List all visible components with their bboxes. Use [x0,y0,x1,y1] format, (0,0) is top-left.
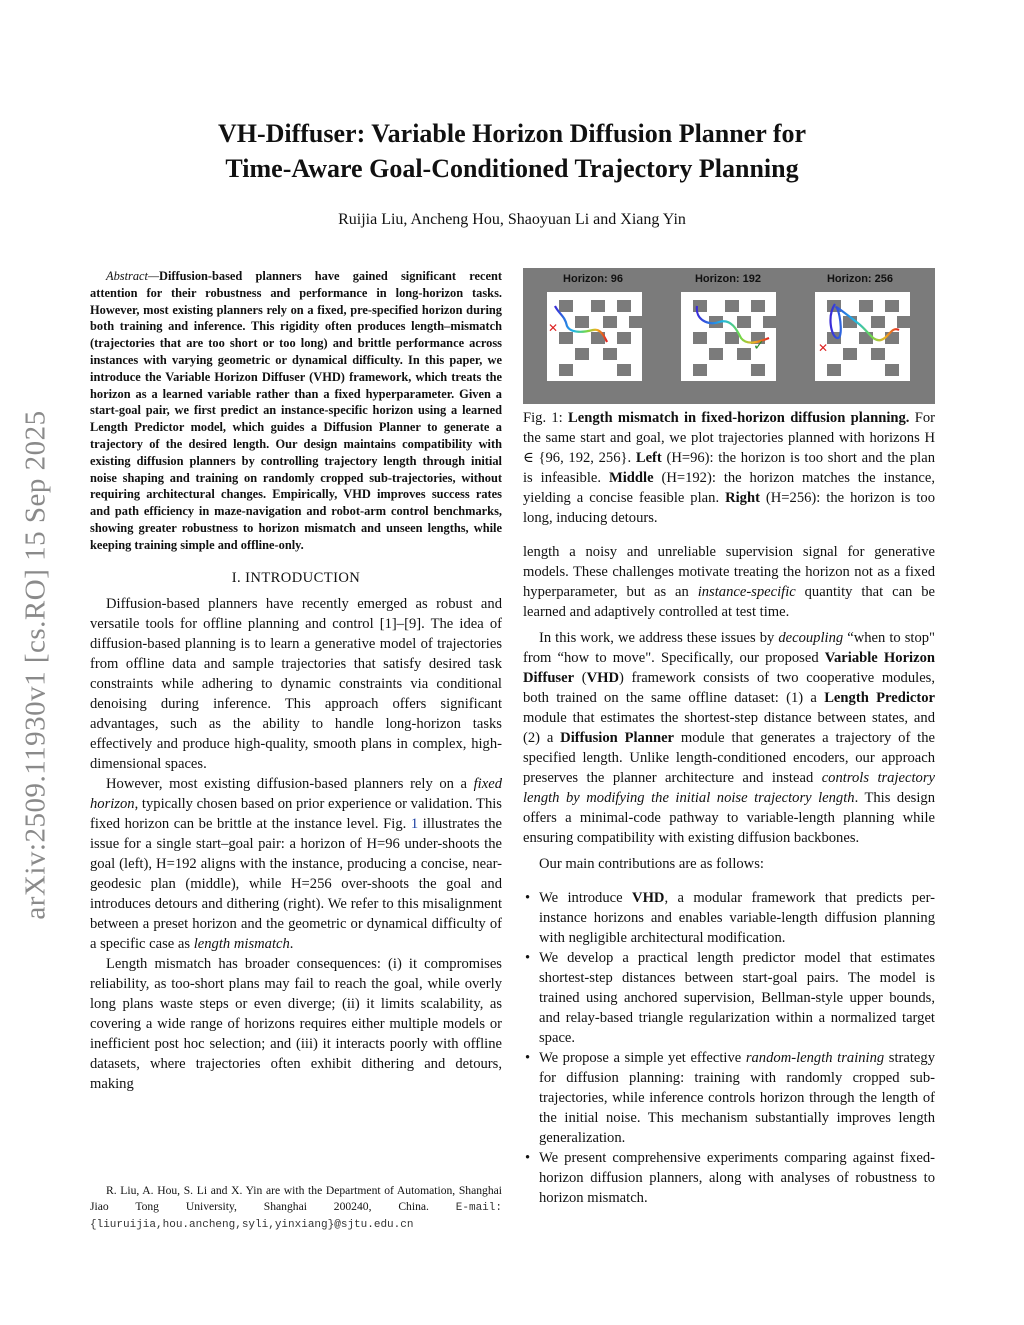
right-body [523,542,935,1208]
figure-caption: Fig. 1: Length mismatch in fixed-horizon diffusion planning. For the same start and goal, we plot trajectories planned with horizons H ∈ {96, 192, 256}. Left (H=96): the horizon is too short and the plan is infeasible. Middle (H=192): the horizon matches the instance, yielding a concise feasible plan. Right (H=256): the horizon is too long, inducing detours. [523,410,935,526]
abstract-text: Diffusion-based planners have gained significant recent attention for their robustness and performance in long-horizon tasks. However, most existing planners rely on a fixed, pre-specified horizon during both training and inference. This rigidity often produces length–mismatch (trajectories that are too short or too long) and brittle performance across instances with varying geometric or dynamical difficulty. In this paper, we introduce the Variable Horizon Diffuser (VHD) framework, which treats the horizon as a learned variable rather than a fixed hyperparameter. Given a start-goal pair, we first predict an instance-specific horizon using a learned Length Predictor model, which guides a Diffusion Planner to generate a trajectory of the desired length. Our design maintains compatibility with existing diffusion planners by controlling trajectory length through initial noise shaping and training on randomly cropped sub-trajectories, without requiring architectural changes. Empirically, VHD improves success rates and path efficiency in maze-navigation and robot-arm control benchmarks, showing greater robustness to horizon mismatch and unseen lengths, while keeping training simple and offline-only. [90,269,502,552]
panel-label-96: Horizon: 96 [563,273,623,285]
title-line-1: VH-Diffuser: Variable Horizon Diffusion Planner for [217,119,807,148]
maze-panel-256 [809,286,916,387]
panel-label-256: Horizon: 256 [826,273,894,285]
email-list: {liuruijia,hou.ancheng,syli,yinxiang}@sjtu.edu.cn [90,1219,414,1231]
title-line-2: Time-Aware Goal-Conditioned Trajectory Planning [225,154,799,183]
svg-text:✕: ✕ [548,321,559,335]
right-paragraph-3: Our main contributions are as follows: [539,856,764,872]
list-item: • We present comprehensive experiments comparing against fixed-horizon diffusion planners, along with analyses of robustness to horizon mismatch. [523,1148,935,1208]
list-item: • We develop a practical length predictor model that estimates shortest-step distances between start-goal pairs. The model is trained using anchored supervision, Bellman-style upper bounds, and relay-based triangle regularization within a normalized target space. [523,948,935,1048]
list-item: • We introduce VHD, a modular framework that predicts per-instance horizons and enables variable-length diffusion planning with negligible architectural modification. [523,888,935,948]
maze-panel-192 [675,286,782,387]
right-paragraph-2: In this work, we address these issues by decoupling “when to stop" from “how to move". Specifically, our proposed Variable Horizon Diffuser (VHD) framework consists of two cooperative modules, both trained on the same offline dataset: (1) a Length Predictor module that estimates the shortest-step distance between states, and (2) a Diffusion Planner module that generates a trajectory of the specified length. Unlike length-conditioned encoders, our approach preserves the planner architecture and instead controls trajectory length by modifying the initial noise trajectory length. This design offers a minimal-code pathway to variable-length planning while ensuring compatibility with existing diffusion backbones. [523,630,936,846]
left-column [90,268,502,1094]
panel-label-192: Horizon: 192 [694,273,762,285]
right-column [523,268,935,1208]
arxiv-stamp: arXiv:2509.11930v1 [cs.RO] 15 Sep 2025 [19,410,52,920]
abstract-lead: Abstract— [106,269,160,283]
maze-panel-96 [541,286,648,387]
intro-paragraph-2: However, most existing diffusion-based planners rely on a fixed horizon, typically chosen based on prior experience or validation. This fixed horizon can be brittle at the instance level. Fig. 1 illustrates the issue for a single start–goal pair: a horizon of H=96 under-shoots the goal (left), H=192 aligns with the instance, producing a concise, near-geodesic plan (middle), while H=256 over-shoots the goal and introduces detours and dithering (right). We refer to this misalignment between a preset horizon and the geometric or dynamical difficulty of a specific case as length mismatch. [90,775,502,952]
figure-1-graphic [523,268,935,404]
list-item: • We propose a simple yet effective random-length training strategy for diffusion planning: training with randomly cropped sub-trajectories, while inference controls horizon through the length of the initial noise. This mechanism substantially improves length generalization. [523,1048,935,1148]
paper-title [140,116,884,186]
figure-1 [523,268,935,404]
footnote: R. Liu, A. Hou, S. Li and X. Yin are with the Department of Automation, Shanghai Jiao Tong University, Shanghai 200240, China. E-mail: {liuruijia,hou.ancheng,syli,yinxiang}@sjtu.edu.cn [90,1184,502,1231]
abstract [90,268,502,554]
right-paragraph-1: length a noisy and unreliable supervision signal for generative models. These challenges motivate treating the horizon not as a fixed hyperparameter, but as an instance-specific quantity that can be learned and adaptively controlled at test time. [523,544,935,620]
intro-paragraph-3: Length mismatch has broader consequences: (i) it compromises reliability, as too-short plans may fail to reach the goal, while overly long plans waste steps or even diverge; (ii) it limits scalability, as covering a wide range of horizons requires either multiple models or inefficient post hoc selection; and (iii) it interacts poorly with offline datasets, where trajectories often exhibit dithering and detours, making [90,955,502,1092]
section-title: INTRODUCTION [245,569,361,586]
figure-ref-link[interactable]: 1 [410,815,419,832]
authors: Ruijia Liu, Ancheng Hou, Shaoyuan Li and Xiang Yin [338,211,686,228]
intro-paragraph-1: Diffusion-based planners have recently emerged as robust and versatile tools for offline planning and control [1]–[9]. The idea of diffusion-based planning is to learn a generative model of trajectories from offline data and sample trajectories that satisfy desired task constraints while adhering to dynamic constraints via conditional denoising during inference. This approach offers significant advantages, such as the ability to handle long-horizon tasks effectively and produce high-quality, smooth plans in complex, high-dimensional spaces. [90,595,502,772]
contributions-list [523,888,935,1208]
svg-text:✕: ✕ [818,341,829,355]
section-heading: I. INTRODUCTION [231,569,361,586]
svg-text:✓: ✓ [753,338,765,354]
